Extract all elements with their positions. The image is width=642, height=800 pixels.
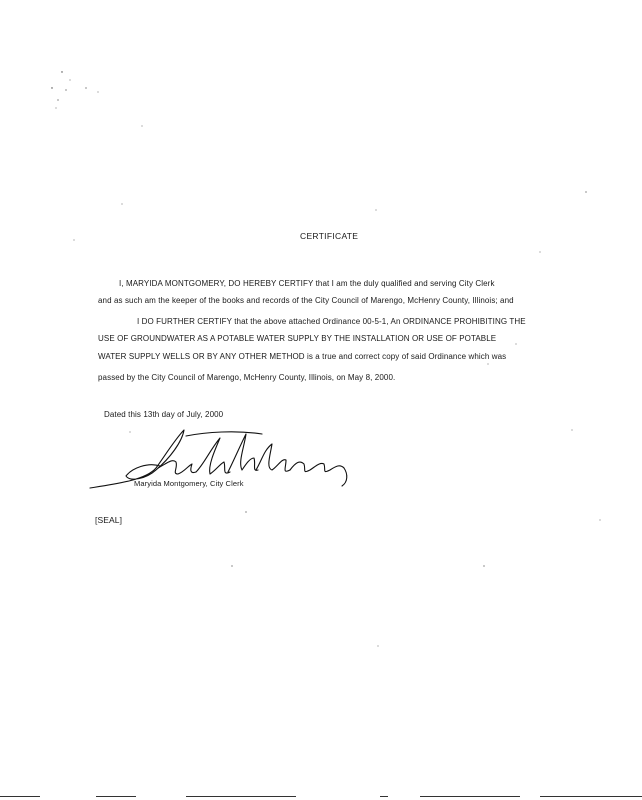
dated-line: Dated this 13th day of July, 2000 — [104, 410, 224, 419]
certification-line: I, MARYIDA MONTGOMERY, DO HEREBY CERTIFY that I am the duly qualified and serving City Clerk — [119, 279, 495, 288]
scan-edge-line — [0, 796, 642, 798]
certification-line: I DO FURTHER CERTIFY that the above attached Ordinance 00-5-1, An ORDINANCE PROHIBITING THE — [137, 317, 526, 326]
certification-line: WATER SUPPLY WELLS OR BY ANY OTHER METHOD is a true and correct copy of said Ordinance which was — [98, 352, 507, 361]
certification-line: USE OF GROUNDWATER AS A POTABLE WATER SUPPLY BY THE INSTALLATION OR USE OF POTABLE — [98, 334, 497, 343]
certification-line: passed by the City Council of Marengo, McHenry County, Illinois, on May 8, 2000. — [98, 373, 396, 382]
document-title: CERTIFICATE — [300, 231, 359, 241]
seal-label: [SEAL] — [95, 515, 123, 525]
certification-line: and as such am the keeper of the books and records of the City Council of Marengo, McHenry County, Illinois; and — [98, 296, 514, 305]
signer-name: Maryida Montgomery, City Clerk — [134, 479, 244, 488]
